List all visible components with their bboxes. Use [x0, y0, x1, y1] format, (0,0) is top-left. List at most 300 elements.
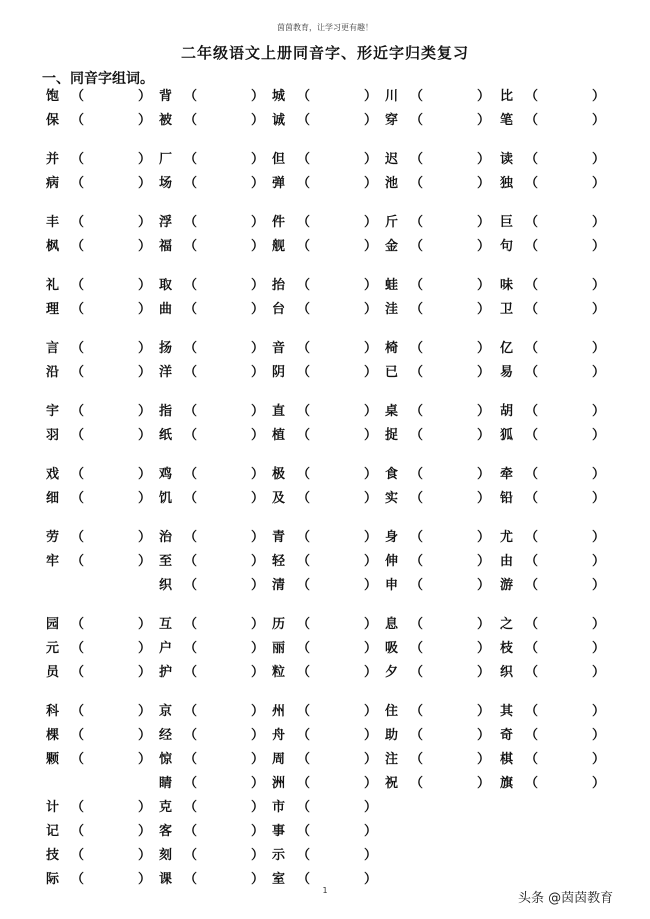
- open-paren: （: [71, 530, 85, 545]
- word-cell: [385, 86, 497, 108]
- cell-character: 桌: [385, 404, 399, 419]
- word-cell: [159, 773, 271, 795]
- word-cell: [385, 299, 497, 321]
- word-cell: [500, 362, 612, 384]
- open-paren: （: [184, 113, 198, 128]
- open-paren: （: [71, 152, 85, 167]
- open-paren: （: [184, 641, 198, 656]
- open-paren: （: [525, 665, 539, 680]
- word-cell: [385, 212, 497, 234]
- open-paren: （: [297, 239, 311, 254]
- open-paren: （: [297, 665, 311, 680]
- word-cell: [500, 401, 612, 423]
- cell-character: 厂: [159, 152, 173, 167]
- close-paren: ）: [477, 554, 491, 569]
- cell-character: 阴: [272, 365, 286, 380]
- word-cell: [159, 488, 271, 510]
- word-cell: [385, 362, 497, 384]
- close-paren: ）: [251, 530, 265, 545]
- word-cell: [272, 551, 384, 573]
- cell-character: 其: [500, 704, 514, 719]
- word-cell: [500, 149, 612, 171]
- word-cell: [46, 701, 158, 723]
- cell-character: 读: [500, 152, 514, 167]
- word-cell: [159, 425, 271, 447]
- open-paren: （: [184, 848, 198, 863]
- close-paren: ）: [251, 278, 265, 293]
- word-cell: [46, 821, 158, 843]
- cell-character: 劳: [46, 530, 60, 545]
- open-paren: （: [410, 404, 424, 419]
- open-paren: （: [184, 404, 198, 419]
- close-paren: ）: [138, 554, 152, 569]
- close-paren: ）: [251, 872, 265, 887]
- open-paren: （: [71, 554, 85, 569]
- cell-character: 尤: [500, 530, 514, 545]
- cell-character: 由: [500, 554, 514, 569]
- cell-character: 记: [46, 824, 60, 839]
- cell-character: 洋: [159, 365, 173, 380]
- close-paren: ）: [138, 365, 152, 380]
- open-paren: （: [410, 776, 424, 791]
- close-paren: ）: [477, 428, 491, 443]
- word-cell: [500, 425, 612, 447]
- cell-character: 之: [500, 617, 514, 632]
- word-cell: [385, 236, 497, 258]
- word-cell: [46, 551, 158, 573]
- open-paren: （: [71, 824, 85, 839]
- close-paren: ）: [364, 152, 378, 167]
- cell-character: 经: [159, 728, 173, 743]
- cell-character: 但: [272, 152, 286, 167]
- cell-character: 伸: [385, 554, 399, 569]
- close-paren: ）: [592, 641, 606, 656]
- cell-character: 牵: [500, 467, 514, 482]
- open-paren: （: [410, 641, 424, 656]
- cell-character: 弹: [272, 176, 286, 191]
- cell-character: 枝: [500, 641, 514, 656]
- open-paren: （: [297, 113, 311, 128]
- close-paren: ）: [251, 341, 265, 356]
- word-cell: [46, 614, 158, 636]
- open-paren: （: [297, 491, 311, 506]
- cell-character: 示: [272, 848, 286, 863]
- word-cell: [500, 551, 612, 573]
- open-paren: （: [525, 341, 539, 356]
- cell-character: 洲: [272, 776, 286, 791]
- word-cell: [272, 338, 384, 360]
- cell-character: 城: [272, 89, 286, 104]
- word-cell: [159, 236, 271, 258]
- cell-character: 场: [159, 176, 173, 191]
- cell-character: 身: [385, 530, 399, 545]
- close-paren: ）: [364, 704, 378, 719]
- cell-character: 易: [500, 365, 514, 380]
- word-cell: [500, 662, 612, 684]
- cell-character: 克: [159, 800, 173, 815]
- word-cell: [272, 527, 384, 549]
- cell-character: 息: [385, 617, 399, 632]
- close-paren: ）: [592, 776, 606, 791]
- word-cell: [159, 845, 271, 867]
- close-paren: ）: [251, 800, 265, 815]
- word-cell: [159, 725, 271, 747]
- cell-character: 周: [272, 752, 286, 767]
- cell-character: 课: [159, 872, 173, 887]
- close-paren: ）: [364, 641, 378, 656]
- open-paren: （: [297, 872, 311, 887]
- close-paren: ）: [138, 239, 152, 254]
- cell-character: 技: [46, 848, 60, 863]
- cell-character: 穿: [385, 113, 399, 128]
- close-paren: ）: [592, 467, 606, 482]
- open-paren: （: [297, 728, 311, 743]
- cell-character: 笔: [500, 113, 514, 128]
- cell-character: 注: [385, 752, 399, 767]
- cell-character: 舰: [272, 239, 286, 254]
- cell-character: 亿: [500, 341, 514, 356]
- close-paren: ）: [138, 491, 152, 506]
- open-paren: （: [410, 113, 424, 128]
- open-paren: （: [297, 641, 311, 656]
- cell-character: 饱: [46, 89, 60, 104]
- cell-character: 沿: [46, 365, 60, 380]
- open-paren: （: [410, 365, 424, 380]
- word-cell: [500, 464, 612, 486]
- word-cell: [385, 110, 497, 132]
- word-cell: [500, 86, 612, 108]
- open-paren: （: [297, 428, 311, 443]
- open-paren: （: [410, 302, 424, 317]
- close-paren: ）: [364, 617, 378, 632]
- cell-character: 台: [272, 302, 286, 317]
- open-paren: （: [525, 176, 539, 191]
- word-cell: [272, 362, 384, 384]
- close-paren: ）: [477, 113, 491, 128]
- close-paren: ）: [251, 113, 265, 128]
- word-cell: [500, 212, 612, 234]
- word-cell: [159, 86, 271, 108]
- open-paren: （: [525, 776, 539, 791]
- word-cell: [46, 638, 158, 660]
- open-paren: （: [410, 530, 424, 545]
- cell-character: 斤: [385, 215, 399, 230]
- cell-character: 织: [159, 578, 173, 593]
- close-paren: ）: [477, 89, 491, 104]
- word-cell: [385, 425, 497, 447]
- close-paren: ）: [364, 848, 378, 863]
- word-cell: [385, 338, 497, 360]
- cell-character: 指: [159, 404, 173, 419]
- close-paren: ）: [251, 641, 265, 656]
- open-paren: （: [297, 824, 311, 839]
- close-paren: ）: [364, 824, 378, 839]
- cell-character: 牢: [46, 554, 60, 569]
- cell-character: 舟: [272, 728, 286, 743]
- cell-character: 戏: [46, 467, 60, 482]
- close-paren: ）: [592, 365, 606, 380]
- open-paren: （: [297, 152, 311, 167]
- close-paren: ）: [477, 617, 491, 632]
- open-paren: （: [410, 617, 424, 632]
- cell-character: 及: [272, 491, 286, 506]
- word-cell: [159, 749, 271, 771]
- page-title: 二年级语文上册同音字、形近字归类复习: [180, 44, 469, 62]
- word-cell: [272, 86, 384, 108]
- close-paren: ）: [251, 176, 265, 191]
- close-paren: ）: [592, 752, 606, 767]
- close-paren: ）: [592, 215, 606, 230]
- cell-character: 丰: [46, 215, 60, 230]
- word-cell: [46, 149, 158, 171]
- open-paren: （: [297, 776, 311, 791]
- close-paren: ）: [251, 665, 265, 680]
- word-cell: [272, 845, 384, 867]
- cell-character: 奇: [500, 728, 514, 743]
- close-paren: ）: [364, 728, 378, 743]
- close-paren: ）: [251, 302, 265, 317]
- close-paren: ）: [251, 215, 265, 230]
- close-paren: ）: [364, 752, 378, 767]
- cell-character: 比: [500, 89, 514, 104]
- word-cell: [385, 488, 497, 510]
- word-cell: [159, 275, 271, 297]
- open-paren: （: [410, 467, 424, 482]
- cell-character: 抬: [272, 278, 286, 293]
- cell-character: 植: [272, 428, 286, 443]
- word-cell: [272, 614, 384, 636]
- word-cell: [46, 425, 158, 447]
- close-paren: ）: [364, 665, 378, 680]
- cell-character: 刻: [159, 848, 173, 863]
- word-cell: [272, 464, 384, 486]
- word-cell: [46, 749, 158, 771]
- cell-character: 游: [500, 578, 514, 593]
- cell-character: 织: [500, 665, 514, 680]
- close-paren: ）: [477, 704, 491, 719]
- close-paren: ）: [138, 467, 152, 482]
- open-paren: （: [71, 641, 85, 656]
- open-paren: （: [410, 578, 424, 593]
- close-paren: ）: [592, 404, 606, 419]
- open-paren: （: [410, 215, 424, 230]
- open-paren: （: [297, 752, 311, 767]
- word-cell: [46, 236, 158, 258]
- word-cell: [46, 725, 158, 747]
- cell-character: 狐: [500, 428, 514, 443]
- open-paren: （: [71, 428, 85, 443]
- word-cell: [272, 773, 384, 795]
- close-paren: ）: [138, 665, 152, 680]
- word-cell: [385, 464, 497, 486]
- cell-character: 捉: [385, 428, 399, 443]
- close-paren: ）: [477, 404, 491, 419]
- cell-character: 元: [46, 641, 60, 656]
- close-paren: ）: [251, 554, 265, 569]
- word-cell: [272, 401, 384, 423]
- cell-character: 件: [272, 215, 286, 230]
- close-paren: ）: [138, 278, 152, 293]
- close-paren: ）: [364, 302, 378, 317]
- open-paren: （: [410, 665, 424, 680]
- close-paren: ）: [138, 176, 152, 191]
- open-paren: （: [525, 365, 539, 380]
- open-paren: （: [184, 728, 198, 743]
- close-paren: ）: [477, 215, 491, 230]
- word-cell: [385, 749, 497, 771]
- open-paren: （: [297, 365, 311, 380]
- word-cell: [159, 662, 271, 684]
- open-paren: （: [71, 215, 85, 230]
- open-paren: （: [71, 239, 85, 254]
- open-paren: （: [525, 302, 539, 317]
- word-cell: [272, 575, 384, 597]
- open-paren: （: [410, 89, 424, 104]
- open-paren: （: [525, 530, 539, 545]
- cell-character: 礼: [46, 278, 60, 293]
- close-paren: ）: [138, 152, 152, 167]
- close-paren: ）: [251, 617, 265, 632]
- open-paren: （: [297, 404, 311, 419]
- cell-character: 宇: [46, 404, 60, 419]
- close-paren: ）: [138, 872, 152, 887]
- open-paren: （: [184, 278, 198, 293]
- cell-character: 福: [159, 239, 173, 254]
- cell-character: 句: [500, 239, 514, 254]
- close-paren: ）: [364, 341, 378, 356]
- cell-character: 轻: [272, 554, 286, 569]
- cell-character: 取: [159, 278, 173, 293]
- cell-character: 青: [272, 530, 286, 545]
- word-cell: [159, 638, 271, 660]
- word-cell: [46, 527, 158, 549]
- open-paren: （: [71, 89, 85, 104]
- word-cell: [46, 299, 158, 321]
- open-paren: （: [410, 176, 424, 191]
- cell-character: 护: [159, 665, 173, 680]
- close-paren: ）: [592, 428, 606, 443]
- close-paren: ）: [138, 848, 152, 863]
- word-cell: [500, 749, 612, 771]
- open-paren: （: [71, 365, 85, 380]
- cell-character: 旗: [500, 776, 514, 791]
- word-cell: [385, 701, 497, 723]
- word-cell: [46, 845, 158, 867]
- cell-character: 助: [385, 728, 399, 743]
- open-paren: （: [184, 467, 198, 482]
- open-paren: （: [410, 752, 424, 767]
- open-paren: （: [297, 89, 311, 104]
- cell-character: 户: [159, 641, 173, 656]
- word-cell: [159, 614, 271, 636]
- cell-character: 吸: [385, 641, 399, 656]
- open-paren: （: [297, 530, 311, 545]
- cell-character: 味: [500, 278, 514, 293]
- word-cell: [46, 797, 158, 819]
- word-cell: [272, 236, 384, 258]
- open-paren: （: [71, 302, 85, 317]
- open-paren: （: [525, 215, 539, 230]
- close-paren: ）: [364, 428, 378, 443]
- word-cell: [46, 212, 158, 234]
- close-paren: ）: [592, 530, 606, 545]
- cell-character: 客: [159, 824, 173, 839]
- word-cell: [500, 110, 612, 132]
- open-paren: （: [71, 848, 85, 863]
- open-paren: （: [410, 341, 424, 356]
- cell-character: 粒: [272, 665, 286, 680]
- close-paren: ）: [477, 776, 491, 791]
- word-cell: [159, 797, 271, 819]
- close-paren: ）: [138, 641, 152, 656]
- word-cell: [272, 821, 384, 843]
- cell-character: 住: [385, 704, 399, 719]
- cell-character: 丽: [272, 641, 286, 656]
- word-cell: [385, 773, 497, 795]
- close-paren: ）: [592, 617, 606, 632]
- cell-character: 市: [272, 800, 286, 815]
- open-paren: （: [525, 704, 539, 719]
- close-paren: ）: [251, 728, 265, 743]
- close-paren: ）: [138, 215, 152, 230]
- word-cell: [272, 662, 384, 684]
- cell-character: 至: [159, 554, 173, 569]
- close-paren: ）: [364, 89, 378, 104]
- word-cell: [46, 464, 158, 486]
- open-paren: （: [297, 578, 311, 593]
- open-paren: （: [525, 404, 539, 419]
- close-paren: ）: [477, 752, 491, 767]
- cell-character: 川: [385, 89, 399, 104]
- open-paren: （: [525, 491, 539, 506]
- close-paren: ）: [477, 728, 491, 743]
- open-paren: （: [71, 665, 85, 680]
- close-paren: ）: [477, 278, 491, 293]
- open-paren: （: [71, 176, 85, 191]
- cell-character: 胡: [500, 404, 514, 419]
- open-paren: （: [410, 428, 424, 443]
- word-cell: [272, 797, 384, 819]
- open-paren: （: [184, 800, 198, 815]
- cell-character: 历: [272, 617, 286, 632]
- cell-character: 棋: [500, 752, 514, 767]
- cell-character: 科: [46, 704, 60, 719]
- word-cell: [46, 662, 158, 684]
- cell-character: 独: [500, 176, 514, 191]
- open-paren: （: [184, 341, 198, 356]
- close-paren: ）: [477, 302, 491, 317]
- word-cell: [159, 338, 271, 360]
- cell-character: 州: [272, 704, 286, 719]
- cell-character: 饥: [159, 491, 173, 506]
- word-cell: [46, 401, 158, 423]
- cell-character: 枫: [46, 239, 60, 254]
- open-paren: （: [525, 239, 539, 254]
- close-paren: ）: [364, 176, 378, 191]
- cell-character: 浮: [159, 215, 173, 230]
- cell-character: 京: [159, 704, 173, 719]
- close-paren: ）: [592, 239, 606, 254]
- close-paren: ）: [251, 152, 265, 167]
- open-paren: （: [71, 491, 85, 506]
- cell-character: 巨: [500, 215, 514, 230]
- word-cell: [500, 236, 612, 258]
- word-cell: [272, 425, 384, 447]
- close-paren: ）: [138, 89, 152, 104]
- cell-character: 室: [272, 872, 286, 887]
- word-cell: [500, 701, 612, 723]
- open-paren: （: [410, 554, 424, 569]
